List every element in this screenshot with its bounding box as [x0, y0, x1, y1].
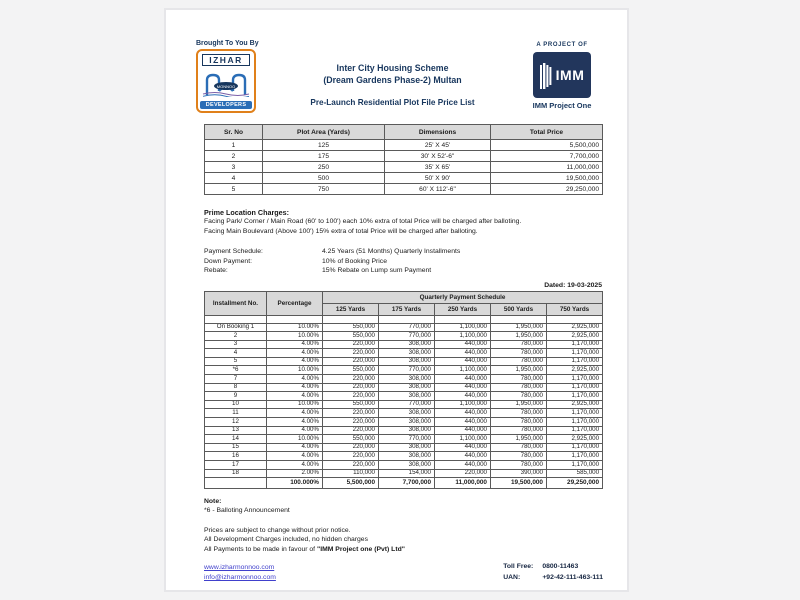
table-cell: 770,000	[379, 366, 435, 375]
table-cell: 4	[205, 349, 267, 358]
table-cell: 19,500,000	[491, 173, 603, 184]
table-cell: 2,925,000	[547, 400, 603, 409]
total-cell: 19,500,000	[491, 478, 547, 489]
uan-number: +92-42-111-463-111	[542, 573, 603, 581]
table-cell: 4.00%	[267, 443, 323, 452]
column-header-250-yards: 250 Yards	[435, 303, 491, 315]
table-cell: 60' X 112'-6"	[385, 184, 491, 195]
table-cell: 10.00%	[267, 366, 323, 375]
table-row	[205, 332, 603, 341]
table-row	[205, 443, 603, 452]
table-cell: 780,000	[491, 443, 547, 452]
column-header-750-yards: 750 Yards	[547, 303, 603, 315]
table-cell: 125	[263, 140, 385, 151]
table-cell: 250	[263, 162, 385, 173]
table-cell: 1,170,000	[547, 461, 603, 470]
prime-location-line: Facing Park/ Corner / Main Road (60' to 100') each 10% extra of total Price will be charged after balloting.	[204, 218, 522, 225]
column-header-sr-no: Sr. No	[205, 125, 263, 140]
term-value: 10% of Booking Price	[322, 257, 387, 265]
prime-location-line: Facing Main Boulevard (Above 100') 15% extra of total Price will be charged after balloting.	[204, 227, 478, 235]
table-cell: 1,950,000	[491, 435, 547, 444]
table-cell: 770,000	[379, 323, 435, 332]
term-value: 4.25 Years (51 Months) Quarterly Installments	[322, 248, 461, 255]
izhar-brand-block	[196, 40, 268, 113]
table-cell: 1,950,000	[491, 332, 547, 341]
table-cell: 2.00%	[267, 469, 323, 478]
table-cell: 30' X 52'-6"	[385, 151, 491, 162]
table-cell: 220,000	[323, 357, 379, 366]
prime-location-section	[204, 208, 607, 236]
total-cell: 11,000,000	[435, 478, 491, 489]
imm-project-caption: IMM Project One	[532, 101, 592, 110]
table-cell: 308,000	[379, 418, 435, 427]
table-cell: 440,000	[435, 375, 491, 384]
table-cell: 780,000	[491, 392, 547, 401]
table-cell: 10.00%	[267, 332, 323, 341]
table-header-row	[205, 125, 603, 140]
column-header-total-price: Total Price	[491, 125, 603, 140]
izhar-monogram-icon	[198, 67, 254, 100]
table-cell: 1,950,000	[491, 400, 547, 409]
table-cell: 440,000	[435, 409, 491, 418]
table-cell: 550,000	[323, 435, 379, 444]
table-cell: 220,000	[323, 452, 379, 461]
table-cell: 10.00%	[267, 323, 323, 332]
payment-term-row	[204, 266, 607, 276]
plot-price-table	[204, 124, 603, 195]
table-cell: 1,100,000	[435, 435, 491, 444]
table-cell: 12	[205, 418, 267, 427]
term-label: Rebate:	[204, 267, 228, 274]
payment-term-row	[204, 257, 607, 267]
table-cell: 308,000	[379, 443, 435, 452]
group-header-quarterly: Quarterly Payment Schedule	[323, 291, 603, 303]
table-cell: 1,100,000	[435, 332, 491, 341]
table-row	[205, 426, 603, 435]
payment-favour-text: All Payments to be made in favour of	[204, 545, 317, 553]
table-cell: 780,000	[491, 426, 547, 435]
table-cell: 4.00%	[267, 383, 323, 392]
table-cell: 18	[205, 469, 267, 478]
table-cell: 440,000	[435, 418, 491, 427]
izhar-wordmark: IZHAR	[202, 54, 250, 66]
document-footer	[204, 563, 607, 583]
table-cell: 2	[205, 151, 263, 162]
table-cell: 1,100,000	[435, 366, 491, 375]
table-cell: 2	[205, 332, 267, 341]
imm-brand-block	[517, 40, 607, 110]
table-cell: 550,000	[323, 323, 379, 332]
table-cell: 308,000	[379, 426, 435, 435]
table-cell: 308,000	[379, 340, 435, 349]
brought-to-you-by-label: Brought To You By	[196, 40, 259, 47]
table-row	[205, 323, 603, 332]
table-cell: 1,170,000	[547, 409, 603, 418]
izhar-developers-logo	[196, 49, 256, 113]
table-cell: 220,000	[323, 383, 379, 392]
table-cell: 780,000	[491, 375, 547, 384]
table-cell: 780,000	[491, 349, 547, 358]
project-of-label: A PROJECT OF	[536, 42, 588, 48]
imm-logo	[533, 52, 591, 98]
table-row	[205, 173, 603, 184]
column-header-175-yards: 175 Yards	[379, 303, 435, 315]
table-cell: 1,170,000	[547, 375, 603, 384]
table-cell: 1,100,000	[435, 400, 491, 409]
table-row	[205, 469, 603, 478]
total-row	[205, 478, 603, 489]
table-cell: 220,000	[323, 443, 379, 452]
table-cell: 220,000	[323, 392, 379, 401]
uan-label: UAN:	[503, 573, 521, 581]
note-line: *6 - Balloting Announcement	[204, 507, 290, 515]
table-row	[205, 418, 603, 427]
table-cell: 1,170,000	[547, 426, 603, 435]
table-header-row	[205, 291, 603, 303]
table-cell: 220,000	[323, 418, 379, 427]
table-cell: 5	[205, 357, 267, 366]
table-cell: 2,925,000	[547, 323, 603, 332]
table-cell: 4.00%	[267, 349, 323, 358]
table-cell: 1,170,000	[547, 340, 603, 349]
phone-block	[503, 563, 603, 583]
document-header	[196, 40, 607, 113]
term-value: 15% Rebate on Lump sum Payment	[322, 267, 432, 274]
table-cell: 1,170,000	[547, 443, 603, 452]
table-row	[205, 375, 603, 384]
table-cell: 7,700,000	[491, 151, 603, 162]
table-cell: 780,000	[491, 383, 547, 392]
column-header-500-yards: 500 Yards	[491, 303, 547, 315]
scheme-title: Inter City Housing Scheme	[336, 63, 449, 73]
table-cell: 1,170,000	[547, 392, 603, 401]
table-cell: 1,170,000	[547, 383, 603, 392]
table-cell: 440,000	[435, 426, 491, 435]
scheme-subtitle: (Dream Gardens Phase-2) Multan	[323, 75, 462, 85]
table-cell: 440,000	[435, 443, 491, 452]
table-row	[205, 383, 603, 392]
table-cell: 9	[205, 392, 267, 401]
table-cell: 308,000	[379, 349, 435, 358]
table-cell: 1,170,000	[547, 349, 603, 358]
total-cell: 100.000%	[267, 478, 323, 489]
table-cell: 770,000	[379, 435, 435, 444]
table-cell: 1,950,000	[491, 323, 547, 332]
total-cell	[205, 478, 267, 489]
table-cell: 4.00%	[267, 392, 323, 401]
table-cell: 4.00%	[267, 340, 323, 349]
disclaimer-section	[204, 526, 607, 555]
table-cell: 220,000	[323, 426, 379, 435]
table-cell: 1,170,000	[547, 418, 603, 427]
imm-stripes-icon	[540, 62, 553, 89]
table-row	[205, 392, 603, 401]
dated-label: Dated: 19-03-2025	[544, 281, 602, 289]
table-cell: 10	[205, 400, 267, 409]
toll-free-number: 0800-11463	[542, 563, 579, 571]
table-cell: 308,000	[379, 383, 435, 392]
table-cell: 4.00%	[267, 418, 323, 427]
table-row	[205, 435, 603, 444]
payment-term-row	[204, 247, 607, 257]
table-cell: 2,925,000	[547, 332, 603, 341]
table-cell: 8	[205, 383, 267, 392]
quarterly-payment-table	[204, 291, 603, 489]
payment-terms-section	[204, 247, 607, 276]
table-cell: 2,925,000	[547, 366, 603, 375]
svg-text:MONNOO: MONNOO	[216, 83, 236, 89]
contact-links	[204, 563, 276, 583]
total-cell: 7,700,000	[379, 478, 435, 489]
table-cell: 154,000	[379, 469, 435, 478]
table-cell: 220,000	[435, 469, 491, 478]
table-cell: 50' X 90'	[385, 173, 491, 184]
table-cell: 220,000	[323, 375, 379, 384]
disclaimer-line	[204, 545, 607, 555]
table-cell: 7	[205, 375, 267, 384]
table-cell: 780,000	[491, 452, 547, 461]
table-cell: 780,000	[491, 340, 547, 349]
table-cell: 780,000	[491, 461, 547, 470]
table-cell: 308,000	[379, 392, 435, 401]
table-row	[205, 151, 603, 162]
table-cell: 440,000	[435, 340, 491, 349]
term-label: Down Payment:	[204, 257, 252, 265]
table-cell: 770,000	[379, 332, 435, 341]
table-cell: 440,000	[435, 357, 491, 366]
table-cell: 585,000	[547, 469, 603, 478]
table-row	[205, 140, 603, 151]
table-cell: 550,000	[323, 332, 379, 341]
term-label: Payment Schedule:	[204, 248, 263, 255]
disclaimer-line: All Development Charges included, no hidden charges	[204, 536, 368, 544]
table-row	[205, 461, 603, 470]
table-cell: 13	[205, 426, 267, 435]
table-cell: 440,000	[435, 349, 491, 358]
table-cell: 15	[205, 443, 267, 452]
column-header-dimensions: Dimensions	[385, 125, 491, 140]
column-header-plot-area: Plot Area (Yards)	[263, 125, 385, 140]
table-cell: 3	[205, 162, 263, 173]
email-link[interactable]: info@izharmonnoo.com	[204, 574, 276, 582]
table-cell: 4.00%	[267, 409, 323, 418]
table-cell: 1,950,000	[491, 366, 547, 375]
table-cell: 308,000	[379, 357, 435, 366]
table-row	[205, 400, 603, 409]
imm-wordmark: IMM	[555, 67, 585, 83]
table-cell: 440,000	[435, 383, 491, 392]
table-cell: 308,000	[379, 452, 435, 461]
disclaimer-line: Prices are subject to change without prior notice.	[204, 526, 351, 534]
table-cell: 220,000	[323, 349, 379, 358]
column-header-125-yards: 125 Yards	[323, 303, 379, 315]
table-cell: 110,000	[323, 469, 379, 478]
column-header-percentage: Percentage	[267, 291, 323, 315]
table-cell: 10.00%	[267, 435, 323, 444]
payment-favour-company: "IMM Project one (Pvt) Ltd"	[316, 545, 405, 553]
table-cell: 780,000	[491, 357, 547, 366]
table-cell: 220,000	[323, 409, 379, 418]
table-cell: 308,000	[379, 375, 435, 384]
website-link[interactable]: www.izharmonnoo.com	[204, 564, 275, 572]
table-cell: 220,000	[323, 340, 379, 349]
table-row	[205, 366, 603, 375]
table-cell: 1,170,000	[547, 357, 603, 366]
table-cell: *6	[205, 366, 267, 375]
table-cell: 308,000	[379, 409, 435, 418]
column-header-installment: Installment No.	[205, 291, 267, 315]
total-cell: 5,500,000	[323, 478, 379, 489]
table-row	[205, 357, 603, 366]
table-cell: 390,000	[491, 469, 547, 478]
table-cell: 17	[205, 461, 267, 470]
developers-banner: DEVELOPERS	[200, 101, 252, 109]
table-cell: 500	[263, 173, 385, 184]
table-cell: 440,000	[435, 452, 491, 461]
table-cell: On Booking 1	[205, 323, 267, 332]
price-list-title: Pre-Launch Residential Plot File Price List	[310, 98, 475, 107]
title-block	[268, 40, 517, 107]
table-cell: 11,000,000	[491, 162, 603, 173]
table-cell: 550,000	[323, 400, 379, 409]
table-cell: 4.00%	[267, 357, 323, 366]
document-page	[164, 8, 629, 592]
note-heading: Note:	[204, 497, 222, 505]
table-cell: 175	[263, 151, 385, 162]
table-cell: 16	[205, 452, 267, 461]
table-row	[205, 184, 603, 195]
table-cell: 1	[205, 140, 263, 151]
table-cell: 11	[205, 409, 267, 418]
table-cell: 308,000	[379, 461, 435, 470]
table-cell: 1,170,000	[547, 452, 603, 461]
table-row	[205, 340, 603, 349]
table-cell: 220,000	[323, 461, 379, 470]
table-cell: 5,500,000	[491, 140, 603, 151]
table-row	[205, 162, 603, 173]
table-row	[205, 349, 603, 358]
table-cell: 35' X 65'	[385, 162, 491, 173]
table-row	[205, 409, 603, 418]
table-cell: 550,000	[323, 366, 379, 375]
table-cell: 4.00%	[267, 452, 323, 461]
table-cell: 4.00%	[267, 426, 323, 435]
table-cell: 29,250,000	[491, 184, 603, 195]
total-cell: 29,250,000	[547, 478, 603, 489]
table-cell: 440,000	[435, 461, 491, 470]
table-cell: 770,000	[379, 400, 435, 409]
table-cell: 14	[205, 435, 267, 444]
table-cell: 4.00%	[267, 375, 323, 384]
table-cell: 780,000	[491, 409, 547, 418]
table-cell: 3	[205, 340, 267, 349]
note-section	[204, 497, 607, 516]
table-cell: 1,100,000	[435, 323, 491, 332]
table-cell: 4	[205, 173, 263, 184]
spacer-row	[205, 315, 603, 323]
page-content	[166, 10, 627, 583]
table-row	[205, 452, 603, 461]
table-cell: 25' X 45'	[385, 140, 491, 151]
table-cell: 440,000	[435, 392, 491, 401]
table-cell: 750	[263, 184, 385, 195]
table-cell: 780,000	[491, 418, 547, 427]
table-cell: 2,925,000	[547, 435, 603, 444]
table-cell: 4.00%	[267, 461, 323, 470]
table-cell: 5	[205, 184, 263, 195]
prime-location-heading: Prime Location Charges:	[204, 208, 290, 217]
toll-free-label: Toll Free:	[503, 563, 534, 571]
table-cell: 10.00%	[267, 400, 323, 409]
